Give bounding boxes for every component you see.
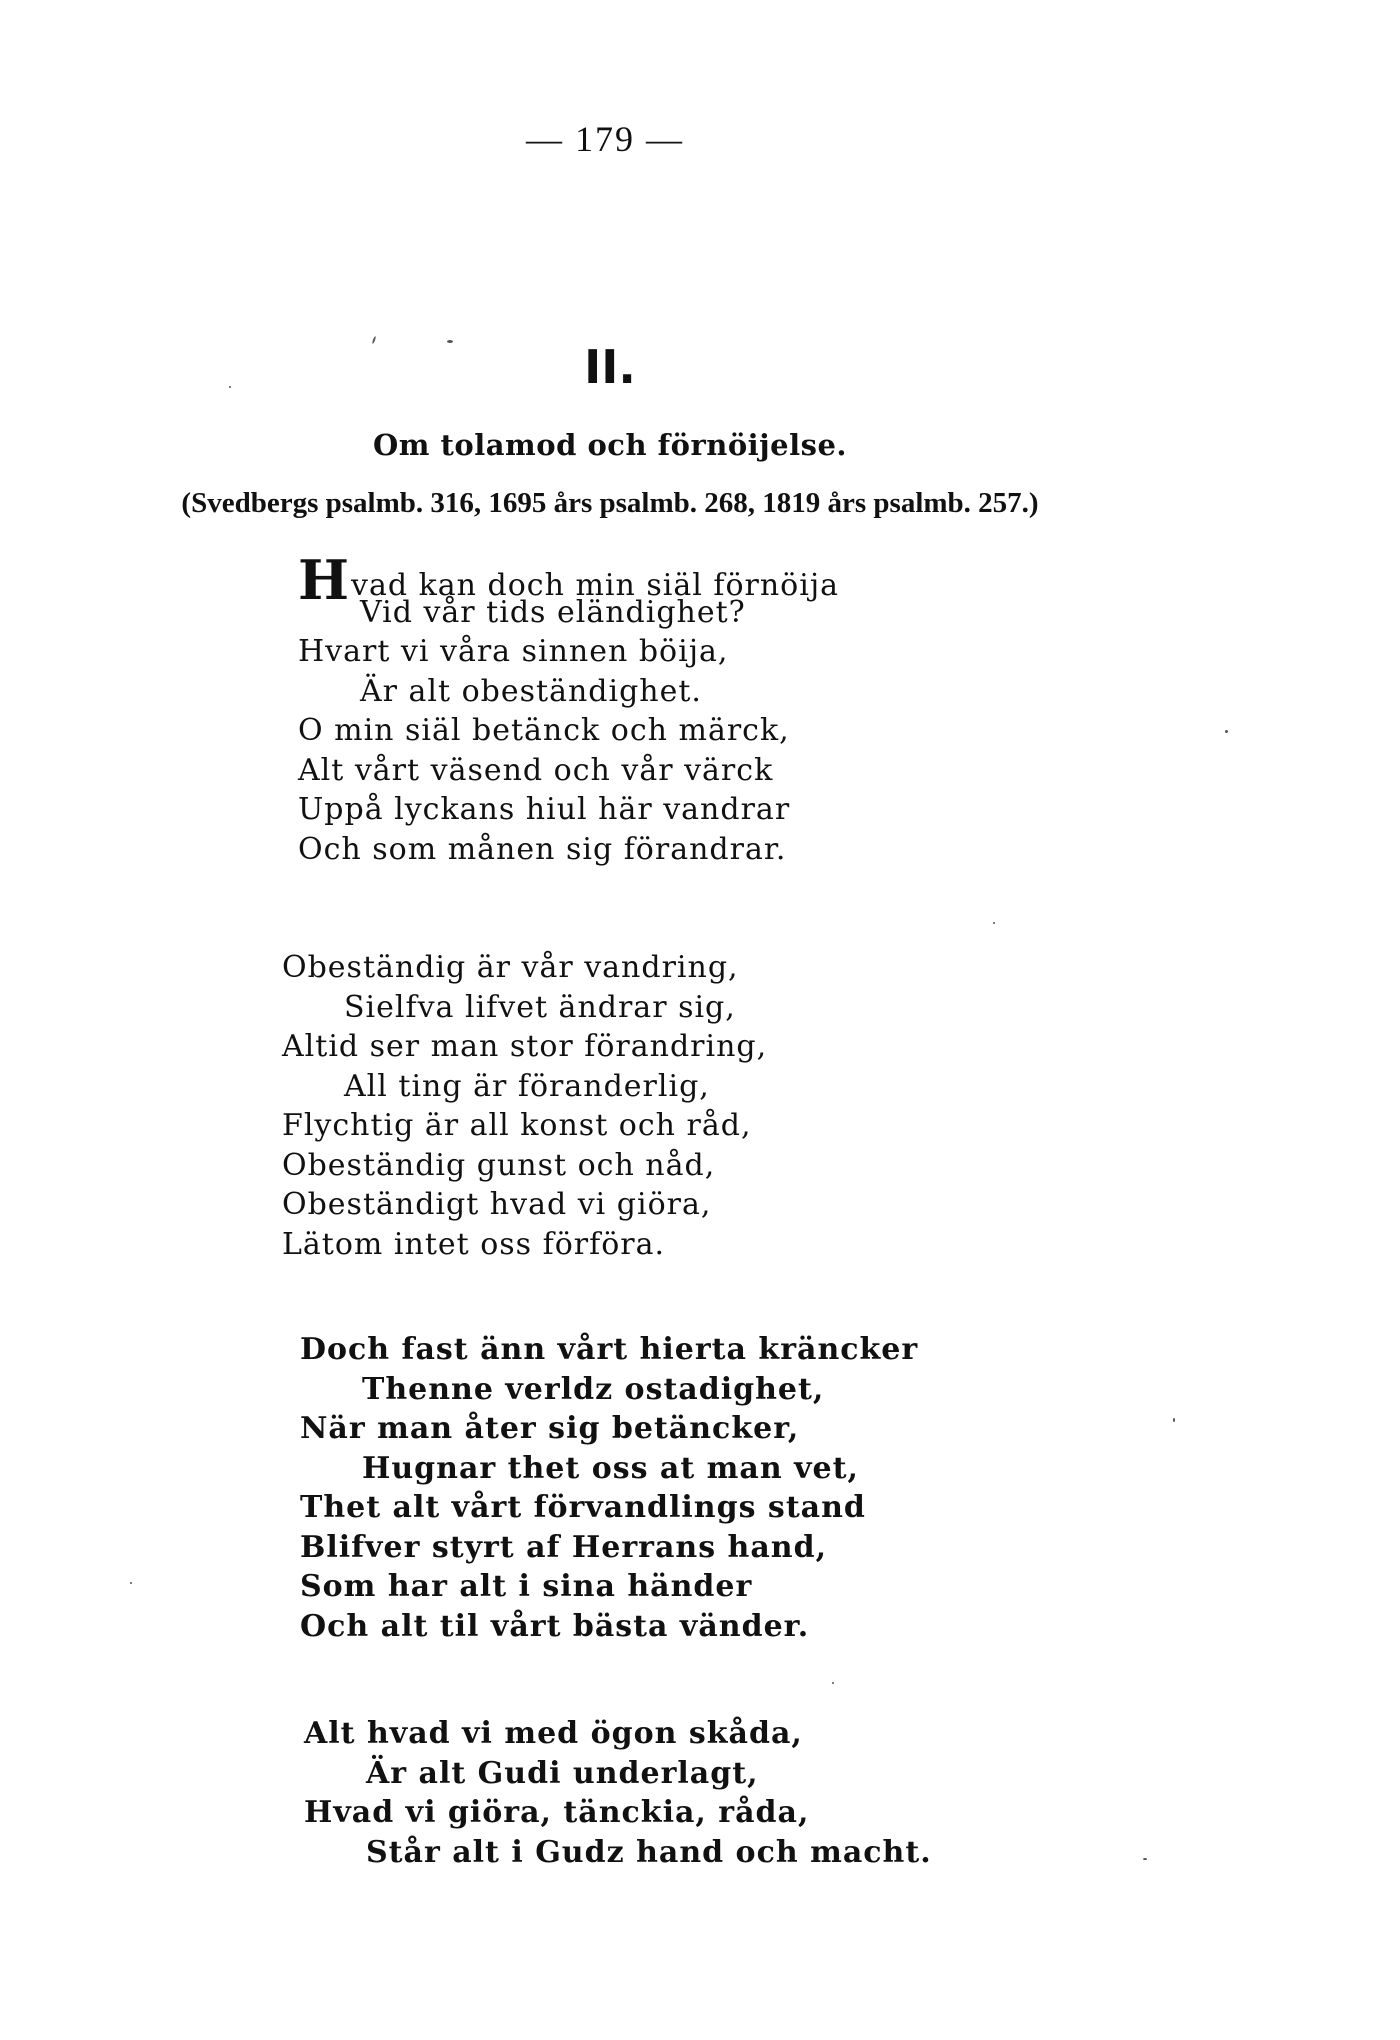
stanza-line: Uppå lyckans hiul här vandrar xyxy=(298,792,791,827)
stanza-3 xyxy=(300,1330,918,1646)
stanza-line: Och alt til vårt bästa vänder. xyxy=(300,1608,810,1644)
stanza-line: Alt hvad vi med ögon skåda, xyxy=(304,1716,803,1751)
stanza-line: Är alt Gudi underlagt, xyxy=(366,1755,759,1791)
stanza-line: Obeständigt hvad vi giöra, xyxy=(282,1187,712,1222)
section-numeral: II. xyxy=(584,340,636,394)
stanza-line: Flychtig är all konst och råd, xyxy=(282,1108,752,1143)
print-speck xyxy=(993,922,995,924)
stanza-line: Vid vår tids eländighet? xyxy=(360,594,746,630)
source-note: (Svedbergs psalmb. 316, 1695 års psalmb. 268, 1819 års psalmb. 257.) xyxy=(181,487,1039,519)
stanza-2 xyxy=(282,948,767,1264)
stanza-line: När man åter sig betäncker, xyxy=(300,1411,800,1446)
stanza-line: Hvart vi våra sinnen böija, xyxy=(298,634,729,669)
print-speck xyxy=(832,1682,834,1684)
stanza-line: Thenne verldz ostadighet, xyxy=(362,1371,825,1407)
stanza-1 xyxy=(298,548,840,869)
stanza-line: Blifver styrt af Herrans hand, xyxy=(300,1529,828,1565)
stanza-line: Som har alt i sina händer xyxy=(300,1569,753,1604)
stanza-line: Hugnar thet oss at man vet, xyxy=(362,1450,859,1486)
stanza-line: Alt vårt väsend och vår värck xyxy=(298,752,774,788)
hymn-title: Om tolamod och förnöijelse. xyxy=(372,428,848,462)
stanza-line-text: vad kan doch min siäl förnöija xyxy=(351,568,840,603)
page-number: — 179 — xyxy=(526,119,684,159)
stanza-line: Obeständig är vår vandring, xyxy=(282,950,739,985)
stanza-line: Står alt i Gudz hand och macht. xyxy=(366,1834,932,1870)
stanza-line: Doch fast änn vårt hierta kräncker xyxy=(300,1332,919,1367)
drop-cap: H xyxy=(298,548,351,612)
stanza-line: Lätom intet oss förföra. xyxy=(282,1226,666,1262)
stanza-line: Thet alt vårt förvandlings stand xyxy=(300,1490,866,1525)
stanza-line: All ting är föranderlig, xyxy=(344,1068,710,1104)
print-speck xyxy=(1173,1418,1175,1422)
print-speck xyxy=(229,386,231,388)
stanza-line: Hvad vi giöra, tänckia, råda, xyxy=(304,1795,810,1830)
stanza-line: Och som månen sig förandrar. xyxy=(298,831,787,867)
print-speck xyxy=(130,1582,132,1584)
print-speck xyxy=(1225,730,1228,733)
print-speck xyxy=(1143,1858,1147,1860)
stanza-line: Sielfva lifvet ändrar sig, xyxy=(344,989,736,1025)
stanza-line: Altid ser man stor förandring, xyxy=(282,1029,768,1064)
stanza-line: Är alt obeständighet. xyxy=(360,673,702,709)
stanza-4 xyxy=(304,1714,932,1872)
print-speck xyxy=(447,340,453,343)
stanza-line: O min siäl betänck och märck, xyxy=(298,713,790,748)
stanza-line: Obeständig gunst och nåd, xyxy=(282,1147,716,1183)
